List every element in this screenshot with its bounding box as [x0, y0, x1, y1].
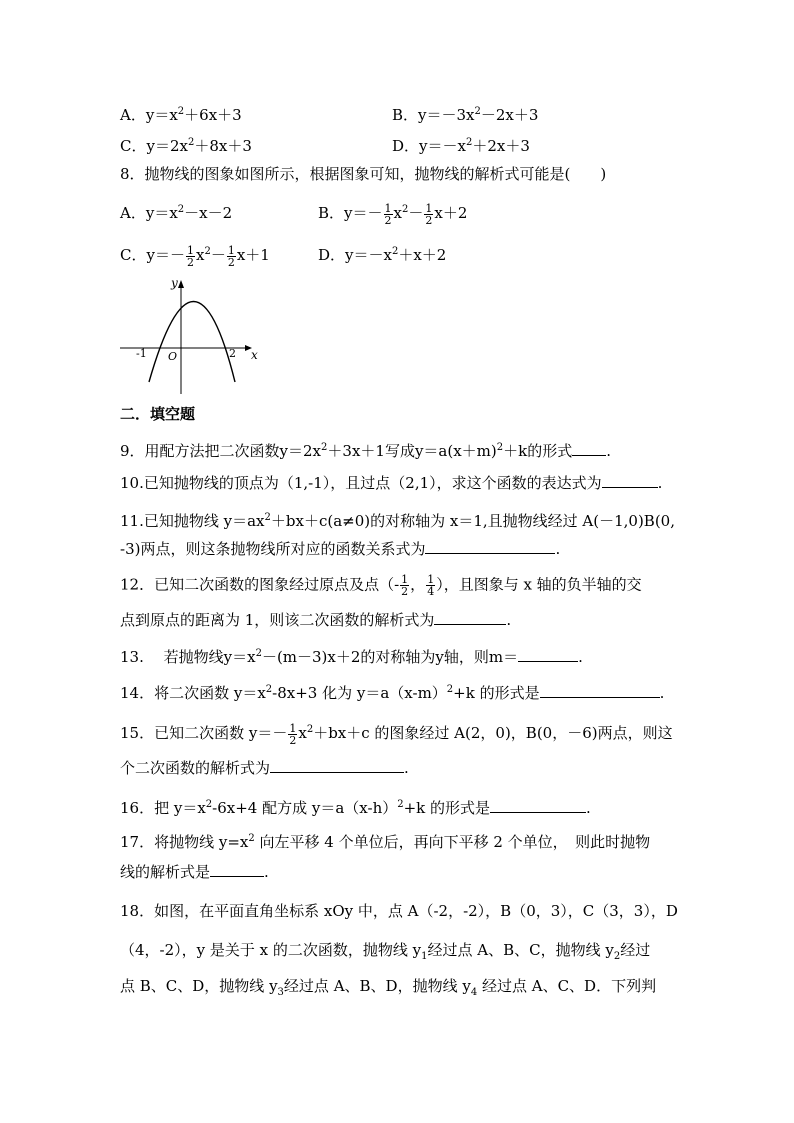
- fraction: $\frac{1}{2}$: [401, 573, 409, 598]
- question-18-line-1: 18．如图，在平面直角坐标系 xOy 中，点 A（-2，-2），B（0，3），C（3，3），D: [120, 902, 678, 920]
- question-12-line-1: 12．已知二次函数的图象经过原点及点（- $\frac{1}{2}$ ， $\frac{1}{4}$ ），且图象与 x 轴的负半轴的交: [120, 573, 642, 598]
- answer-blank: [518, 647, 578, 662]
- fraction: $\frac{1}{4}$: [427, 573, 435, 598]
- y-axis-label: y: [171, 276, 178, 290]
- fraction: $\frac{1}{2}$: [186, 243, 194, 269]
- answer-blank: [572, 441, 606, 456]
- q8-option-c: C．y＝－ $\frac{1}{2}$ $x^2-$ $\frac{1}{2}$ x＋1: [120, 243, 270, 269]
- parabola-graph: [118, 276, 268, 398]
- question-13: 13. 若抛物线$y=x^2-(m-3)x+2$的对称轴为y轴，则m＝ .: [120, 648, 583, 666]
- question-12-line-2: 点到原点的距离为 1，则该二次函数的解析式为 .: [120, 611, 512, 629]
- left-root-label: -1: [136, 347, 147, 360]
- q7-option-d: D．$y=-x^2+2x+3$: [392, 137, 530, 155]
- question-14: 14．将二次函数 $y=x^2-8x+3$ 化为 $y=a(x-m)^2+k$ 的形式是 .: [120, 684, 665, 702]
- fraction: $\frac{1}{2}$: [289, 721, 297, 747]
- question-18-line-3: 点 B、C、D，抛物线 $y_3$经过点 A、B、D，抛物线 $y_4$ 经过点 A、C、D．下列判: [120, 977, 657, 998]
- section-title: 二．填空题: [120, 405, 196, 423]
- question-11-line-1: 11.已知抛物线 $y=ax^2+bx+c(a\ne 0)$的对称轴为 x＝1,且抛物线经过 A(－1,0)B(0,: [120, 512, 675, 530]
- question-15-line-1: 15．已知二次函数 y＝－ $\frac{1}{2}$ $x^2+bx+c$ 的图象经过 A(2，0)，B(0，－6)两点，则这: [120, 721, 673, 747]
- q8-option-b: B．y＝－ $\frac{1}{2}$ $x^2-$ $\frac{1}{2}$ x＋2: [318, 201, 468, 227]
- right-root-label: 2: [229, 347, 236, 360]
- q8-option-d: D．$y=-x^2+x+2$: [318, 246, 447, 264]
- y-axis-arrow: [178, 280, 184, 288]
- answer-blank: [490, 798, 586, 813]
- answer-blank: [425, 539, 555, 554]
- x-axis-label: x: [251, 348, 258, 362]
- question-18-line-2: （4，-2），y 是关于 x 的二次函数，抛物线 $y_1$经过点 A、B、C，抛物线 $y_2$经过: [120, 941, 651, 962]
- q8-option-a: A．$y=x^2-x-2$: [120, 204, 233, 222]
- q8-stem: 8．抛物线的图象如图所示，根据图象可知，抛物线的解析式可能是( ): [120, 165, 607, 183]
- question-9: 9．用配方法把二次函数$y=2x^2+3x+1$写成$y=a(x+m)^2+k$的形式 .: [120, 442, 612, 460]
- parabola-curve: [149, 302, 235, 383]
- fraction: $\frac{1}{2}$: [227, 243, 235, 269]
- answer-blank: [540, 683, 660, 698]
- question-17-line-1: 17．将抛物线 $y=x^2$ 向左平移 4 个单位后，再向下平移 2 个单位， 则此时抛物: [120, 833, 651, 851]
- fraction: $\frac{1}{2}$: [384, 201, 392, 227]
- question-16: 16．把 $y=x^2-6x+4$ 配方成 $y=a(x-h)^2+k$ 的形式是 .: [120, 799, 591, 817]
- answer-blank: [210, 862, 264, 877]
- origin-label: O: [168, 350, 178, 363]
- answer-blank: [602, 473, 658, 488]
- fraction: $\frac{1}{2}$: [425, 201, 433, 227]
- answer-blank: [270, 758, 404, 773]
- question-11-line-2: -3)两点，则这条抛物线所对应的函数关系式为 .: [120, 540, 561, 558]
- q7-option-c: C．$y=2x^2+8x+3$: [120, 137, 252, 155]
- question-15-line-2: 个二次函数的解析式为 .: [120, 759, 409, 777]
- answer-blank: [434, 610, 506, 625]
- question-17-line-2: 线的解析式是 .: [120, 863, 269, 881]
- q7-option-a: A．$y=x^2+6x+3$: [120, 106, 242, 124]
- question-10: 10.已知抛物线的顶点为（1,-1），且过点（2,1），求这个函数的表达式为 .: [120, 474, 663, 492]
- q7-option-b: B．$y=-3x^2-2x+3$: [392, 106, 539, 124]
